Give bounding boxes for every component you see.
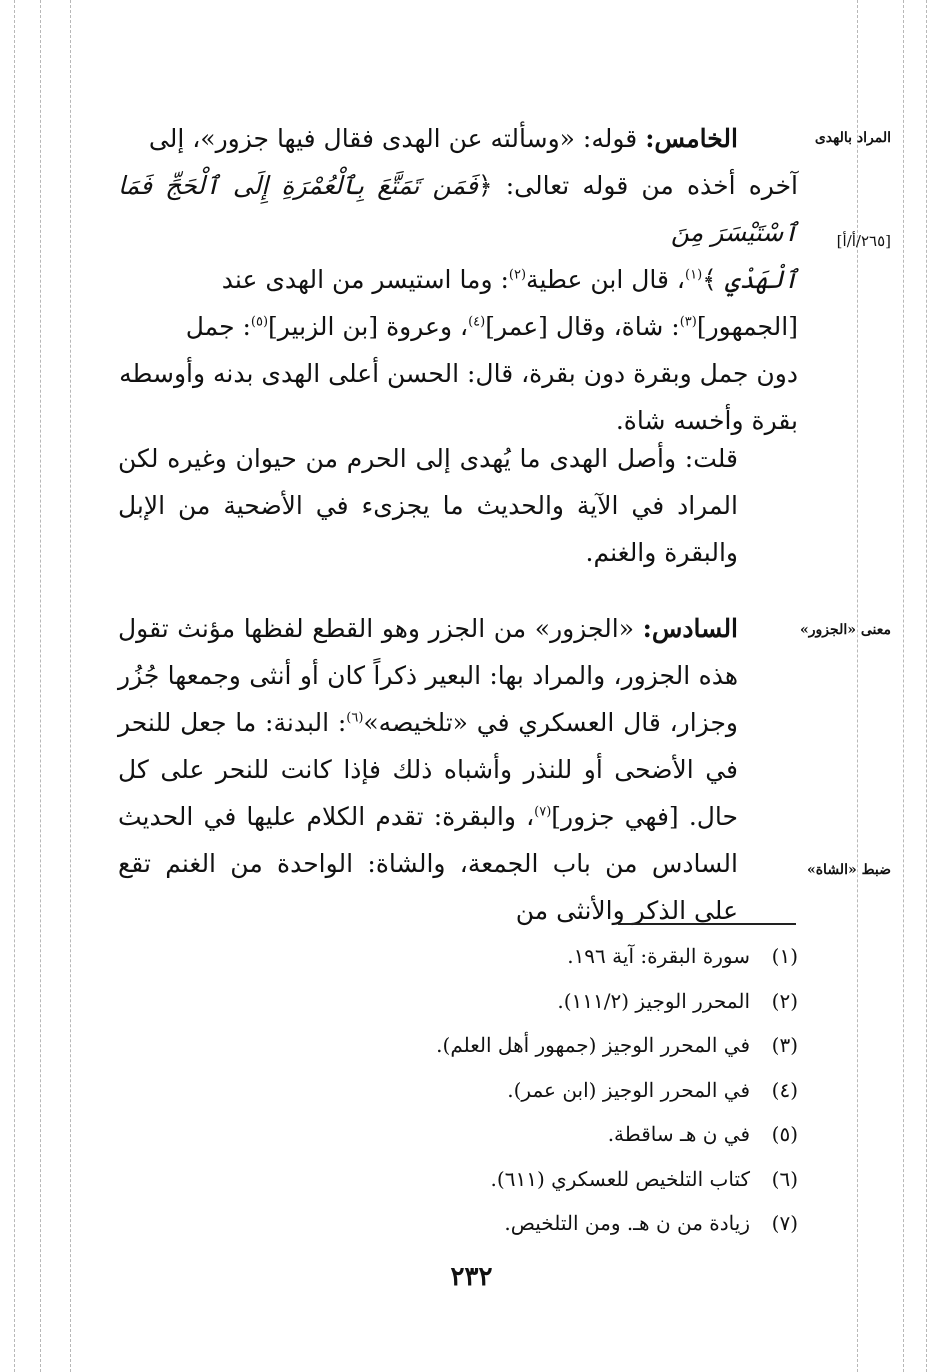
scan-guide-line [857, 0, 858, 1372]
footnote-text: في ن هـ ساقطة. [607, 1122, 750, 1146]
section-fifth-line [118, 256, 798, 303]
section-sixth-lead: السادس: [642, 614, 739, 643]
section-fifth-text: : جمل [185, 312, 251, 341]
footnote-text: في المحرر الوجيز (جمهور أهل العلم). [436, 1033, 750, 1057]
footnote-ref: (٣) [679, 314, 697, 330]
footnote-number: (٤) [771, 1077, 798, 1102]
footnote-text: كتاب التلخيص للعسكري (٦١١). [490, 1166, 750, 1191]
margin-note-spelling-shat: ضبط «الشاة» [806, 862, 891, 878]
section-fifth-line [118, 303, 798, 350]
footnote-ref: (٢) [508, 267, 527, 283]
scan-guide-line [903, 0, 904, 1372]
section-fifth [118, 115, 798, 444]
section-fifth-line: بقرة وأخسه شاة. [615, 406, 798, 435]
section-fifth-text: آخره أخذه من قوله تعالى: ﴿ [477, 171, 798, 200]
footnote-ref: (٦) [346, 710, 364, 726]
qult-paragraph [118, 435, 798, 576]
section-fifth-text: [الجمهور] [696, 312, 798, 341]
section-fifth-text: : شاة، وقال [عمر] [485, 312, 680, 341]
footnote-ref: (١) [685, 267, 703, 283]
footnote-text: سورة البقرة: آية ١٩٦. [567, 944, 750, 968]
footnote-number: (٦) [771, 1166, 798, 1191]
section-sixth-text: «الجزور» من الجزر وهو القطع لفظها مؤنث تقول هذه الجزور، والمراد بها: البعير ذكراً كان أو أنثى وجمعها جُزُر وجزار، قال العسكري في «تلخيصه» [118, 614, 738, 737]
margin-note-meaning-hady: المراد بالهدى [814, 130, 891, 146]
section-fifth-text: : وما استيسر من الهدى عند [221, 265, 509, 294]
section-sixth [118, 605, 798, 934]
footnote-item [300, 1023, 798, 1068]
footnote-text: المحرر الوجيز (١١١/٢). [557, 988, 750, 1013]
footnote-ref: (٤) [468, 314, 486, 330]
margin-note-meaning-jazur: معنى «الجزور» [800, 622, 891, 638]
scan-guide-line [926, 0, 927, 1372]
footnote-ref: (٧) [534, 804, 552, 820]
section-sixth-text: ، والبقرة: تقدم الكلام عليها في الحديث السادس من باب الجمعة، والشاة: الواحدة من الغنم تقع على الذكر والأنثى من [118, 802, 738, 925]
section-sixth-paragraph [118, 605, 798, 934]
footnote-ref: (٥) [250, 314, 269, 330]
section-fifth-lead: الخامس: [645, 124, 738, 153]
footnote-divider [618, 923, 796, 925]
scan-guide-line [14, 0, 15, 1372]
footnotes-list [300, 934, 798, 1246]
section-fifth-line [118, 162, 798, 256]
footnote-text: زيادة من ن هـ. ومن التلخيص. [504, 1211, 750, 1235]
footnote-number: (٣) [771, 1033, 798, 1057]
footnote-item [300, 1201, 798, 1246]
footnote-item [300, 1157, 798, 1202]
margin-note-folio-ref: [٢٦٥/أ/أ] [836, 232, 891, 250]
scan-guide-line [40, 0, 41, 1372]
footnote-item [300, 1112, 798, 1157]
footnote-item [300, 979, 798, 1024]
quran-verse: ٱلْهَدْيِ [724, 265, 798, 294]
section-fifth-text: ، قال ابن عطية [526, 265, 685, 294]
section-fifth-line [118, 115, 798, 162]
footnote-item [300, 934, 798, 979]
qult-text: قلت: وأصل الهدى ما يُهدى إلى الحرم من حيوان وغيره لكن المراد في الآية والحديث ما يجزىء في الأضحية من الإبل والبقرة والغنم. [118, 444, 738, 567]
footnote-number: (٧) [771, 1211, 798, 1235]
section-fifth-line: دون جمل وبقرة دون بقرة، قال: الحسن أعلى الهدى بدنه وأوسطه [119, 359, 798, 388]
section-fifth-text: ، وعروة [بن الزبير] [268, 312, 469, 341]
section-fifth-text: قوله: «وسألته عن الهدى فقال فيها جزور»، إلى [148, 124, 638, 153]
footnote-number: (٥) [771, 1122, 798, 1146]
footnote-text: في المحرر الوجيز (ابن عمر). [507, 1077, 750, 1102]
footnote-item [300, 1068, 798, 1113]
quran-close-bracket: ﴾ [702, 265, 717, 294]
footnote-number: (١) [771, 944, 798, 968]
page-number: ٢٣٢ [450, 1262, 493, 1292]
section-sixth-text: : البدنة: ما جعل للنحر في الأضحى أو للنذر وأشباه ذلك فإذا كانت للنحر على كل حال. [فهي جزور] [118, 708, 738, 831]
scan-guide-line [70, 0, 71, 1372]
footnote-number: (٢) [771, 988, 798, 1013]
quran-verse: فَمَن تَمَتَّعَ بِٱلْعُمْرَةِ إِلَى ٱلْحَجِّ فَمَا ٱسْتَيْسَرَ مِنَ [118, 171, 798, 247]
